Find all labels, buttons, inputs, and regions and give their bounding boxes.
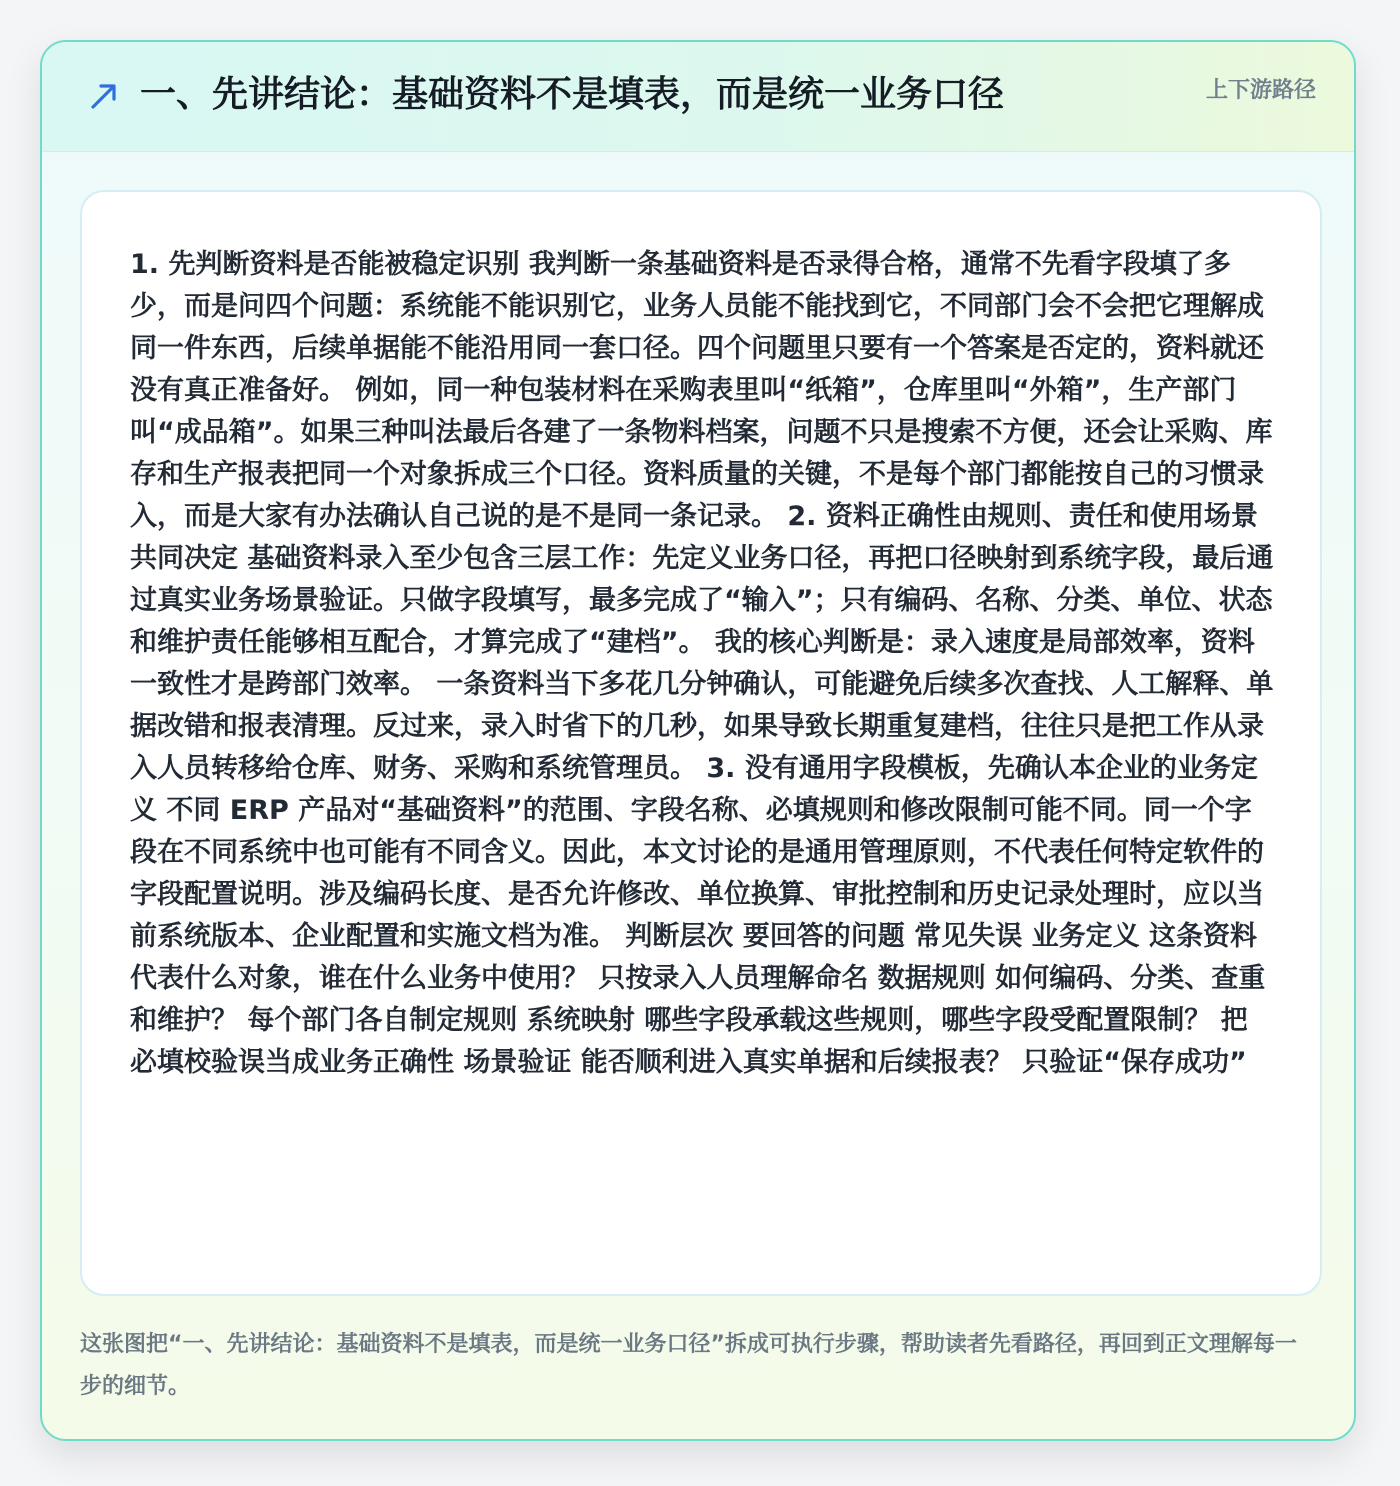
body-text: 1. 先判断资料是否能被稳定识别 我判断一条基础资料是否录得合格，通常不先看字段填了多少，而是问四个问题：系统能不能识别它，业务人员能不能找到它，不同部门会不会把它理解成同一件东西，后续单据能不能沿用同一套口径。四个问题里只要有一个答案是否定的，资料就还没有真正准备好。 例如，同一种包装材料在采购表里叫“纸箱”，仓库里叫“外箱”，生产部门叫“成品箱”。如果三种叫法最后各建了一条物料档案，问题不只是搜索不方便，还会让采购、库存和生产报表把同一个对象拆成三个口径。资料质量的关键，不是每个部门都能按自己的习惯录入，而是大家有办法确认自己说的是不是同一条记录。 2. 资料正确性由规则、责任和使用场景共同决定 基础资料录入至少包含三层工作：先定义业务口径，再把口径映射到系统字段，最后通过真实业务场景验证。只做字段填写，最多完成了“输入”；只有编码、名称、分类、单位、状态和维护责任能够相互配合，才算完成了“建档”。 我的核心判断是：录入速度是局部效率，资料一致性才是跨部门效率。 一条资料当下多花几分钟确认，可能避免后续多次查找、人工解释、单据改错和报表清理。反过来，录入时省下的几秒，如果导致长期重复建档，往往只是把工作从录入人员转移给仓库、财务、采购和系统管理员。 3. 没有通用字段模板，先确认本企业的业务定义 不同 ERP 产品对“基础资料”的范围、字段名称、必填规则和修改限制可能不同。同一个字段在不同系统中也可能有不同含义。因此，本文讨论的是通用管理原则，不代表任何特定软件的字段配置说明。涉及编码长度、是否允许修改、单位换算、审批控制和历史记录处理时，应以当前系统版本、企业配置和实施文档为准。 判断层次 要回答的问题 常见失误 业务定义 这条资料代表什么对象，谁在什么业务中使用？ 只按录入人员理解命名 数据规则 如何编码、分类、查重和维护？ 每个部门各自制定规则 系统映射 哪些字段承载这些规则，哪些字段受配置限制？ 把必填校验误当成业务正确性 场景验证 能否顺利进入真实单据和后续报表？ 只验证“保存成功” (130, 249, 1274, 1078)
figure-caption: 这张图把“一、先讲结论：基础资料不是填表，而是统一业务口径”拆成可执行步骤，帮助读者先看路径，再回到正文理解每一步的细节。 (80, 1332, 1297, 1399)
card-header (42, 42, 1354, 152)
section-tag: 上下游路径 (1205, 78, 1316, 103)
content-panel (80, 190, 1322, 1296)
section-card (40, 40, 1356, 1441)
section-title: 一、先讲结论：基础资料不是填表，而是统一业务口径 (140, 74, 1005, 115)
arrow-up-right-icon (88, 80, 120, 112)
